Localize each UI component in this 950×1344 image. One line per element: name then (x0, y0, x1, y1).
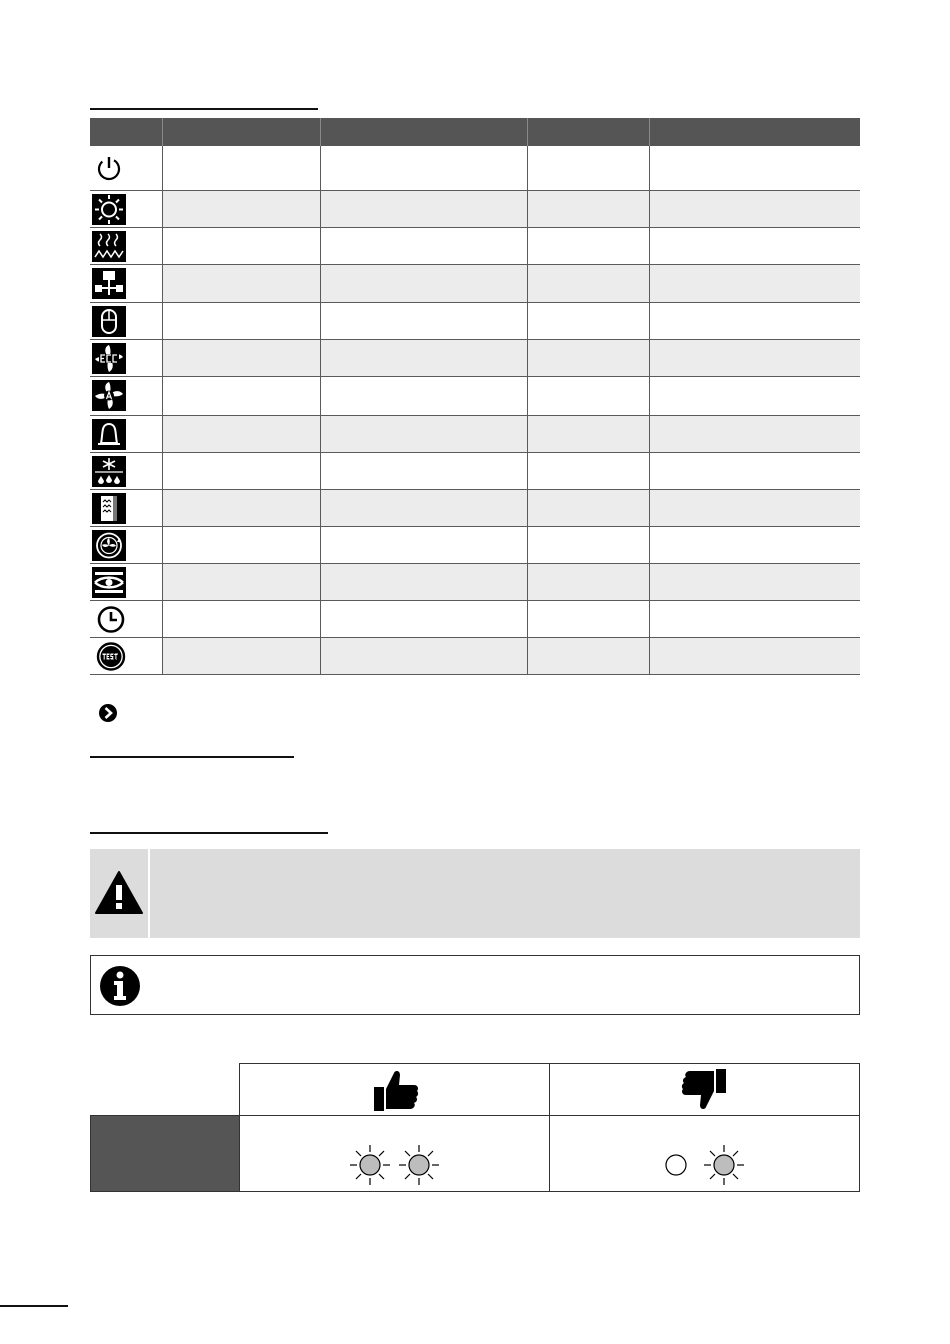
table-row (90, 191, 860, 228)
mouse-icon (92, 306, 126, 337)
table-cell (320, 601, 527, 637)
table-row (90, 453, 860, 490)
table-cell (162, 638, 320, 674)
table-cell (649, 527, 860, 563)
icon-cell (90, 265, 162, 302)
fan-auto-icon (92, 380, 126, 411)
info-icon (99, 965, 141, 1007)
table-cell (527, 527, 649, 563)
table-cell (649, 146, 860, 190)
bad-lamps-cell (549, 1115, 860, 1192)
table-cell (162, 377, 320, 415)
icon-cell (90, 377, 162, 415)
network-icon (92, 268, 126, 299)
table-row (90, 638, 860, 675)
table-cell (162, 490, 320, 526)
table-cell (527, 303, 649, 339)
lamp-off-icon (654, 1143, 698, 1187)
table-row (90, 564, 860, 601)
table-row (90, 527, 860, 564)
test-icon (92, 641, 126, 672)
table-cell (162, 453, 320, 489)
table-cell (527, 416, 649, 452)
lamp-lit-icon (348, 1143, 392, 1187)
table-cell (162, 191, 320, 227)
power-icon (92, 153, 126, 184)
table-cell (649, 490, 860, 526)
icon-cell (90, 303, 162, 339)
table-cell (527, 377, 649, 415)
table-row (90, 416, 860, 453)
table-header (90, 118, 860, 146)
table-cell (162, 228, 320, 264)
table-cell (527, 638, 649, 674)
header-cell (649, 118, 860, 146)
lamp-lit-icon (702, 1143, 746, 1187)
icon-cell (90, 191, 162, 227)
header-cell (90, 118, 162, 146)
bad-header-cell (549, 1063, 860, 1116)
table-row (90, 340, 860, 377)
good-header-cell (239, 1063, 550, 1116)
table-cell (649, 191, 860, 227)
table-cell (649, 265, 860, 302)
footer-rule (0, 1305, 68, 1307)
info-box (90, 955, 860, 1015)
icon-cell (90, 638, 162, 674)
table-cell (320, 490, 527, 526)
table-row (90, 303, 860, 340)
table-cell (527, 453, 649, 489)
table-cell (649, 340, 860, 376)
table-cell (527, 601, 649, 637)
table-cell (162, 564, 320, 600)
icon-cell (90, 228, 162, 264)
table-cell (649, 377, 860, 415)
header-cell (162, 118, 320, 146)
bell-icon (92, 419, 126, 450)
section-heading-rule (90, 832, 328, 834)
table-cell (649, 228, 860, 264)
table-cell (162, 527, 320, 563)
chevron-right-icon (98, 703, 118, 723)
good-lamps-cell (239, 1115, 550, 1192)
table-row (90, 601, 860, 638)
table-cell (162, 146, 320, 190)
table-cell (320, 191, 527, 227)
table-cell (320, 453, 527, 489)
table-cell (320, 228, 527, 264)
table-cell (649, 303, 860, 339)
header-cell (527, 118, 649, 146)
table-cell (527, 490, 649, 526)
sun-icon (92, 194, 126, 225)
lamp-lit-icon (397, 1143, 441, 1187)
icon-cell (90, 527, 162, 563)
bypass-icon (92, 567, 126, 598)
icon-cell (90, 146, 162, 190)
table-cell (162, 340, 320, 376)
icon-cell (90, 340, 162, 376)
warning-divider (148, 849, 150, 938)
snow-drops-icon (92, 456, 126, 487)
table-cell (162, 265, 320, 302)
table-cell (320, 303, 527, 339)
table-cell (527, 146, 649, 190)
table-cell (320, 340, 527, 376)
header-cell (320, 118, 527, 146)
table-cell (162, 601, 320, 637)
table-cell (649, 638, 860, 674)
heating-waves-icon (92, 231, 126, 262)
table-cell (320, 564, 527, 600)
warning-triangle-icon (94, 869, 144, 917)
icon-cell (90, 416, 162, 452)
icon-cell (90, 490, 162, 526)
table-cell (527, 564, 649, 600)
table-row (90, 146, 860, 191)
table-row (90, 490, 860, 527)
table-cell (527, 228, 649, 264)
thumbs-up-icon (372, 1067, 420, 1113)
table-cell (320, 146, 527, 190)
comparison-row-label (90, 1115, 240, 1192)
table-cell (320, 638, 527, 674)
table-cell (320, 265, 527, 302)
table-cell (320, 416, 527, 452)
icon-table (90, 118, 860, 675)
table-cell (320, 527, 527, 563)
table-cell (162, 303, 320, 339)
warning-box (90, 849, 860, 938)
table-row (90, 377, 860, 416)
clock-icon (92, 604, 126, 635)
section-heading-rule (90, 756, 294, 758)
icon-cell (90, 601, 162, 637)
table-cell (527, 191, 649, 227)
table-cell (527, 265, 649, 302)
fan-cycle-icon (92, 530, 126, 561)
icon-cell (90, 564, 162, 600)
table-row (90, 265, 860, 303)
table-cell (649, 601, 860, 637)
fan-eco-icon (92, 343, 126, 374)
table-cell (649, 564, 860, 600)
table-cell (320, 377, 527, 415)
icon-cell (90, 453, 162, 489)
thumbs-down-icon (680, 1067, 728, 1113)
table-cell (527, 340, 649, 376)
table-cell (649, 416, 860, 452)
section-heading-rule (90, 108, 318, 110)
table-cell (162, 416, 320, 452)
table-cell (649, 453, 860, 489)
table-row (90, 228, 860, 265)
filter-icon (92, 493, 126, 524)
